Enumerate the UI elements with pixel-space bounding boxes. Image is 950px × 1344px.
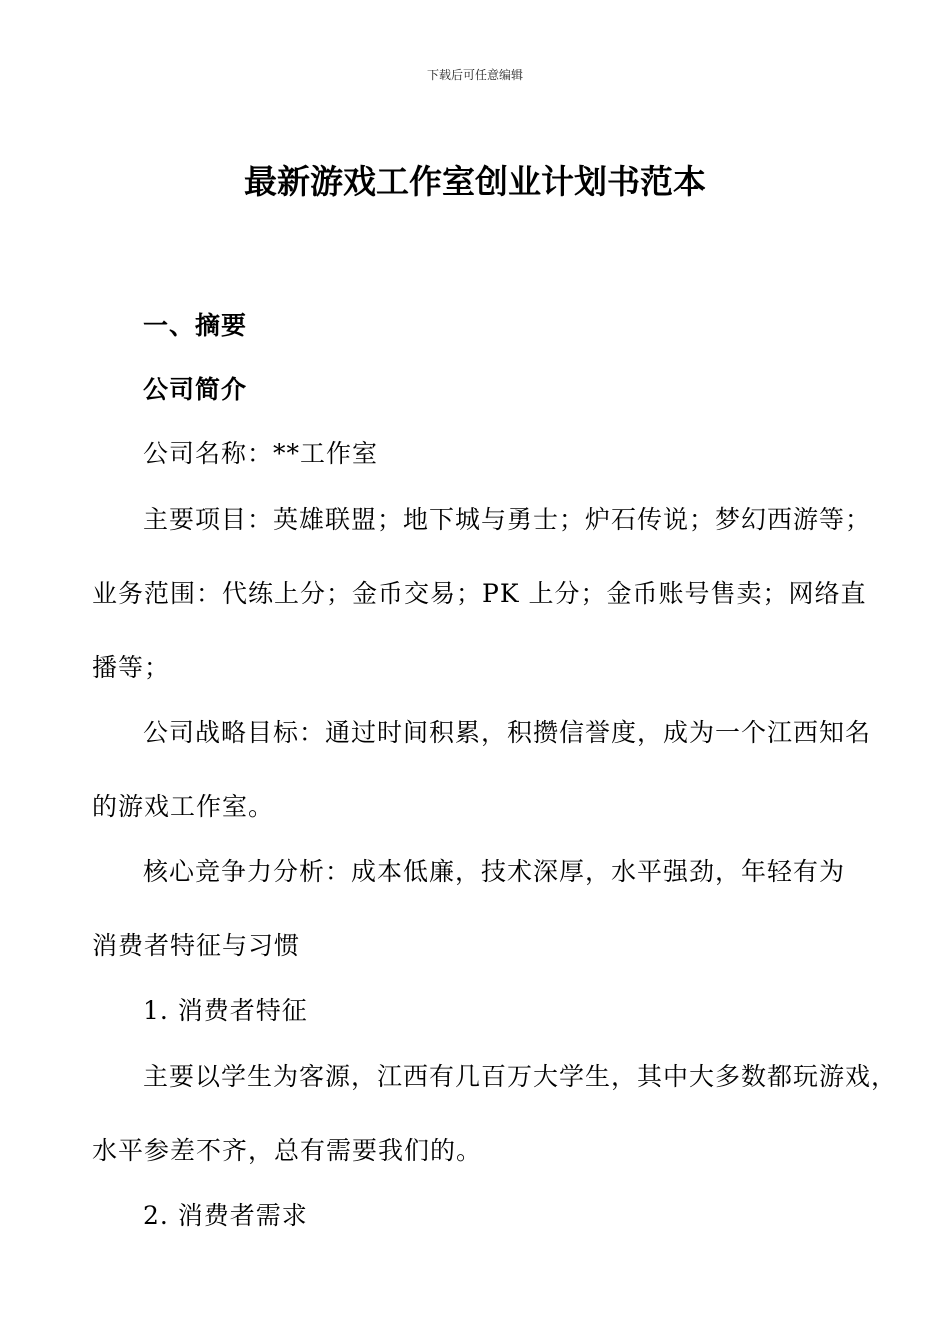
subheading-company-intro: 公司简介 — [143, 375, 248, 404]
strategy-line-1: 公司战略目标：通过时间积累，积攒信誉度，成为一个江西知名 — [143, 718, 872, 747]
item-1-text-line-2: 水平参差不齐，总有需要我们的。 — [92, 1136, 483, 1165]
consumer-heading: 消费者特征与习惯 — [92, 931, 301, 960]
business-scope-line-2: 播等； — [92, 653, 171, 682]
core-competence-line: 核心竞争力分析：成本低廉，技术深厚，水平强劲，年轻有为 — [143, 857, 846, 886]
page-header-note: 下载后可任意编辑 — [426, 68, 523, 82]
strategy-line-2: 的游戏工作室。 — [92, 792, 275, 821]
company-name-line: 公司名称：**工作室 — [143, 439, 379, 468]
business-scope-line-1: 业务范围：代练上分；金币交易；PK 上分；金币账号售卖；网络直 — [92, 579, 867, 608]
item-1-text-line-1: 主要以学生为客源，江西有几百万大学生，其中大多数都玩游戏， — [143, 1062, 898, 1091]
main-projects-line: 主要项目：英雄联盟；地下城与勇士；炉石传说；梦幻西游等； — [143, 505, 872, 534]
document-title: 最新游戏工作室创业计划书范本 — [244, 162, 706, 201]
section-heading-summary: 一、摘要 — [143, 311, 248, 340]
item-1-heading: 1. 消费者特征 — [143, 996, 308, 1025]
item-2-heading: 2. 消费者需求 — [143, 1201, 308, 1230]
